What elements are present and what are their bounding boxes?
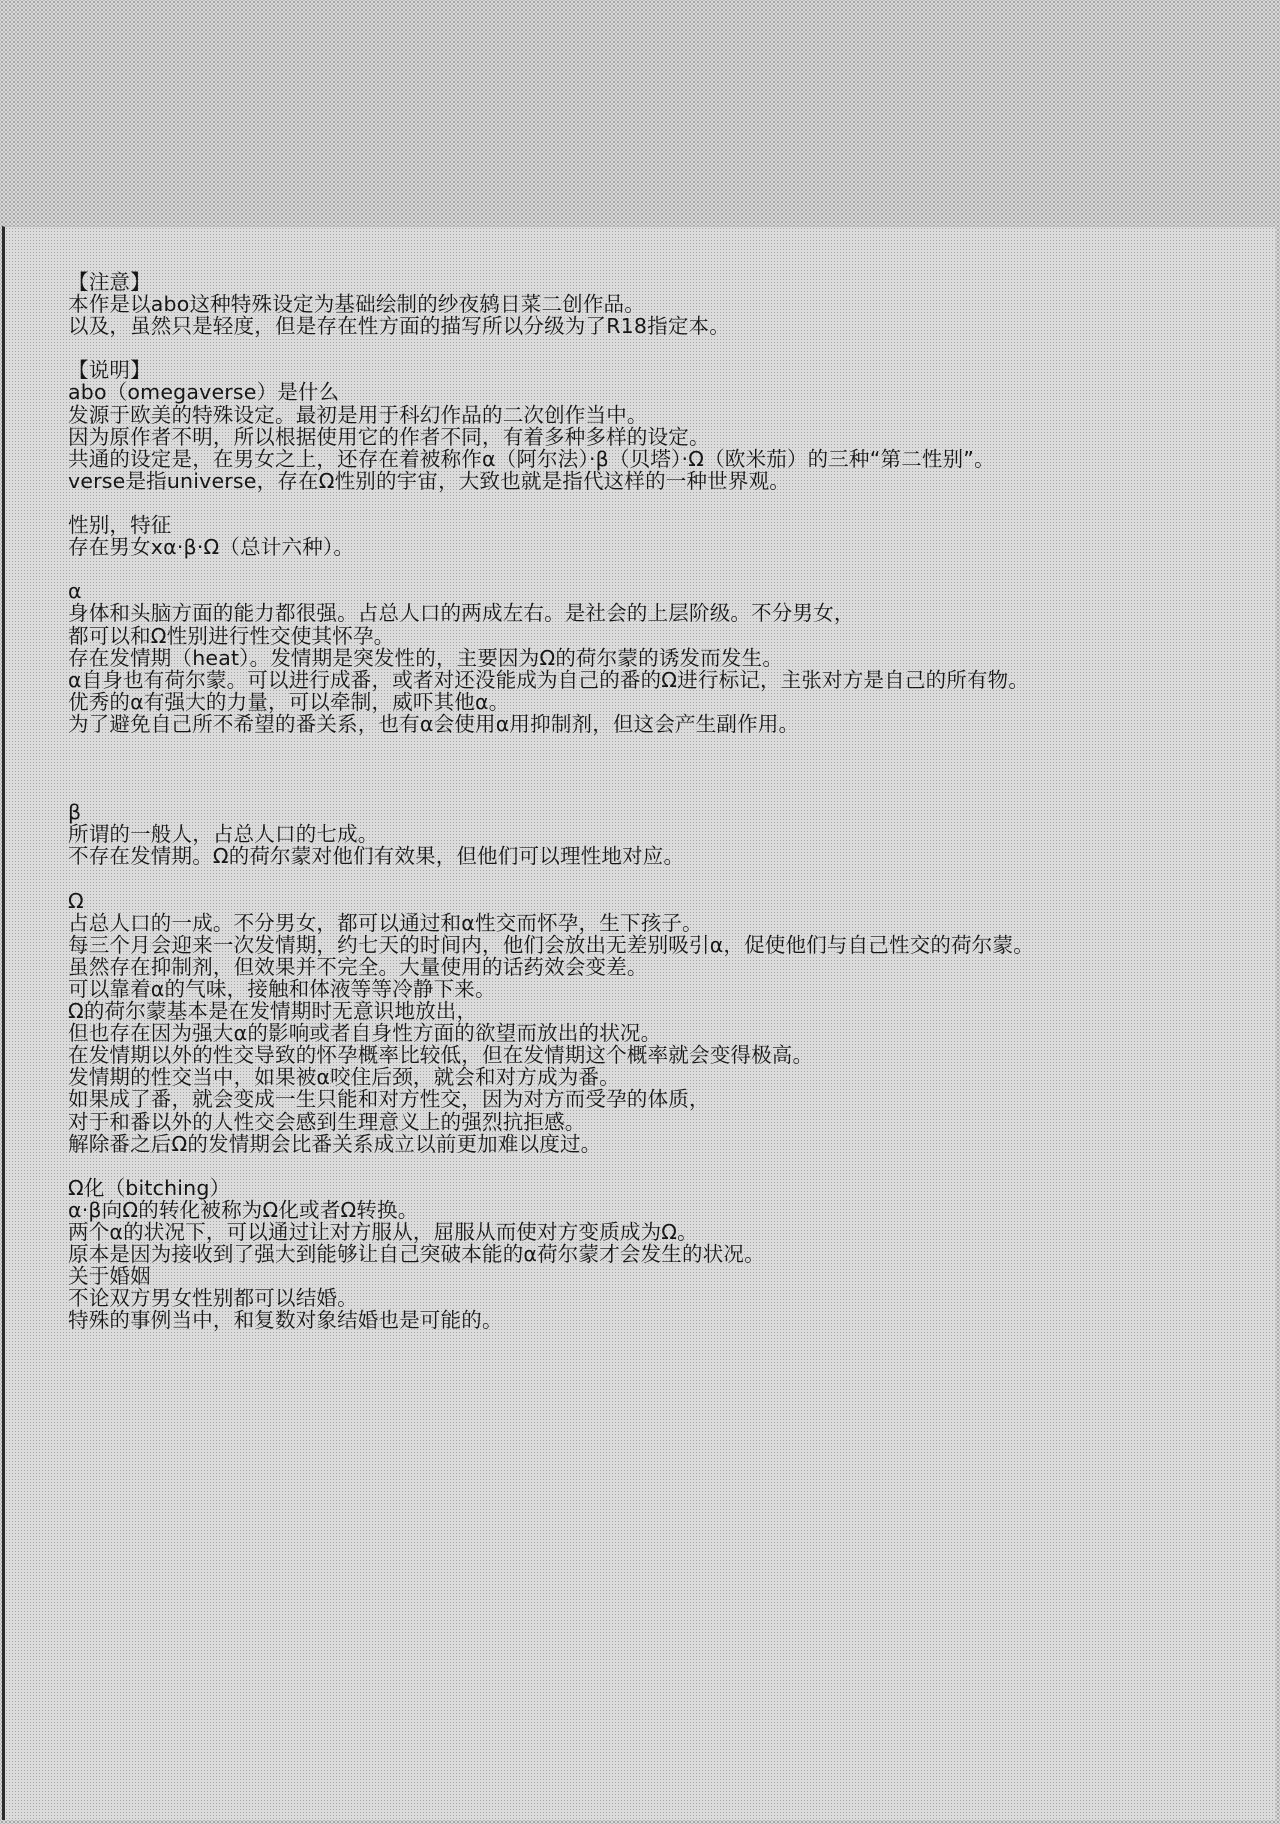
alpha-line: 身体和头脑方面的能力都很强。占总人口的两成左右。是社会的上层阶级。不分男女， xyxy=(68,601,855,626)
omega-line: 可以靠着α的气味，接触和体液等等冷静下来。 xyxy=(68,977,496,1001)
notes-page-text xyxy=(68,271,1268,1332)
omega-line: 每三个月会迎来一次发情期，约七天的时间内，他们会放出无差别吸引α，促使他们与自己性交的荷尔蒙。 xyxy=(68,932,1034,957)
omega-line: 但也存在因为强大α的影响或者自身性方面的欲望而放出的状况。 xyxy=(68,1021,662,1046)
omega-line: 如果成了番，就会变成一生只能和对方性交，因为对方而受孕的体质， xyxy=(68,1087,710,1112)
beta-line: 所谓的一般人，占总人口的七成。 xyxy=(68,822,379,847)
blank-line xyxy=(68,337,1268,359)
bitching-line: α·β向Ω的转化被称为Ω化或者Ω转换。 xyxy=(68,1197,419,1222)
omega-line: 发情期的性交当中，如果被α咬住后颈，就会和对方成为番。 xyxy=(68,1065,620,1090)
omega-line: 对于和番以外的人性交会感到生理意义上的强烈抗拒感。 xyxy=(68,1109,586,1134)
omega-line: 虽然存在抑制剂，但效果并不完全。大量使用的话药效会变差。 xyxy=(68,954,648,979)
beta-title: β xyxy=(68,800,82,825)
marriage-line: 特殊的事例当中，和复数对象结婚也是可能的。 xyxy=(68,1308,503,1333)
gender-title: 性别，特征 xyxy=(68,513,172,538)
blank-line xyxy=(68,735,1268,757)
explanation-heading: 【说明】 xyxy=(68,358,151,383)
blank-line xyxy=(68,779,1268,801)
explanation-title: abo（omegaverse）是什么 xyxy=(68,380,340,405)
blank-line xyxy=(68,757,1268,779)
omega-line: 占总人口的一成。不分男女，都可以通过和α性交而怀孕，生下孩子。 xyxy=(68,910,703,935)
alpha-line: 存在发情期（heat）。发情期是突发性的，主要因为Ω的荷尔蒙的诱发而发生。 xyxy=(68,645,784,670)
alpha-line: 都可以和Ω性别进行性交使其怀孕。 xyxy=(68,623,395,648)
scan-background-top xyxy=(0,0,1280,226)
blank-line xyxy=(68,1155,1268,1177)
blank-line xyxy=(68,868,1268,890)
explanation-line: 发源于欧美的特殊设定。最初是用于科幻作品的二次创作当中。 xyxy=(68,402,648,427)
explanation-line: 共通的设定是，在男女之上，还存在着被称作α（阿尔法）·β（贝塔）·Ω（欧米茄）的三种“第二性别”。 xyxy=(68,446,995,471)
omega-title: Ω xyxy=(68,888,84,913)
omega-line: 解除番之后Ω的发情期会比番关系成立以前更加难以度过。 xyxy=(68,1131,602,1156)
alpha-line: 优秀的α有强大的力量，可以牵制，威吓其他α。 xyxy=(68,689,510,714)
bitching-line: 两个α的状况下，可以通过让对方服从，屈服从而使对方变质成为Ω。 xyxy=(68,1220,698,1245)
explanation-line: 因为原作者不明，所以根据使用它的作者不同，有着多种多样的设定。 xyxy=(68,424,710,449)
blank-line xyxy=(68,558,1268,580)
alpha-line: α自身也有荷尔蒙。可以进行成番，或者对还没能成为自己的番的Ω进行标记，主张对方是自己的所有物。 xyxy=(68,667,1030,692)
bitching-title: Ω化（bitching） xyxy=(68,1175,231,1200)
blank-line xyxy=(68,492,1268,514)
gender-line: 存在男女xα·β·Ω（总计六种）。 xyxy=(68,535,355,560)
explanation-line: verse是指universe，存在Ω性别的宇宙，大致也就是指代这样的一种世界观。 xyxy=(68,468,790,493)
notice-heading: 【注意】 xyxy=(68,270,151,294)
alpha-line: 为了避免自己所不希望的番关系，也有α会使用α用抑制剂，但这会产生副作用。 xyxy=(68,711,800,736)
alpha-title: α xyxy=(68,579,82,604)
notice-line: 以及，虽然只是轻度，但是存在性方面的描写所以分级为了R18指定本。 xyxy=(68,314,730,339)
marriage-line: 不论双方男女性别都可以结婚。 xyxy=(68,1286,358,1311)
omega-line: Ω的荷尔蒙基本是在发情期时无意识地放出， xyxy=(68,999,478,1024)
bitching-line: 原本是因为接收到了强大到能够让自己突破本能的α荷尔蒙才会发生的状况。 xyxy=(68,1242,765,1267)
beta-line: 不存在发情期。Ω的荷尔蒙对他们有效果，但他们可以理性地对应。 xyxy=(68,844,685,869)
notice-line: 本作是以abo这种特殊设定为基础绘制的纱夜鸫日菜二创作品。 xyxy=(68,292,645,317)
omega-line: 在发情期以外的性交导致的怀孕概率比较低，但在发情期这个概率就会变得极高。 xyxy=(68,1043,814,1068)
marriage-title: 关于婚姻 xyxy=(68,1264,151,1289)
